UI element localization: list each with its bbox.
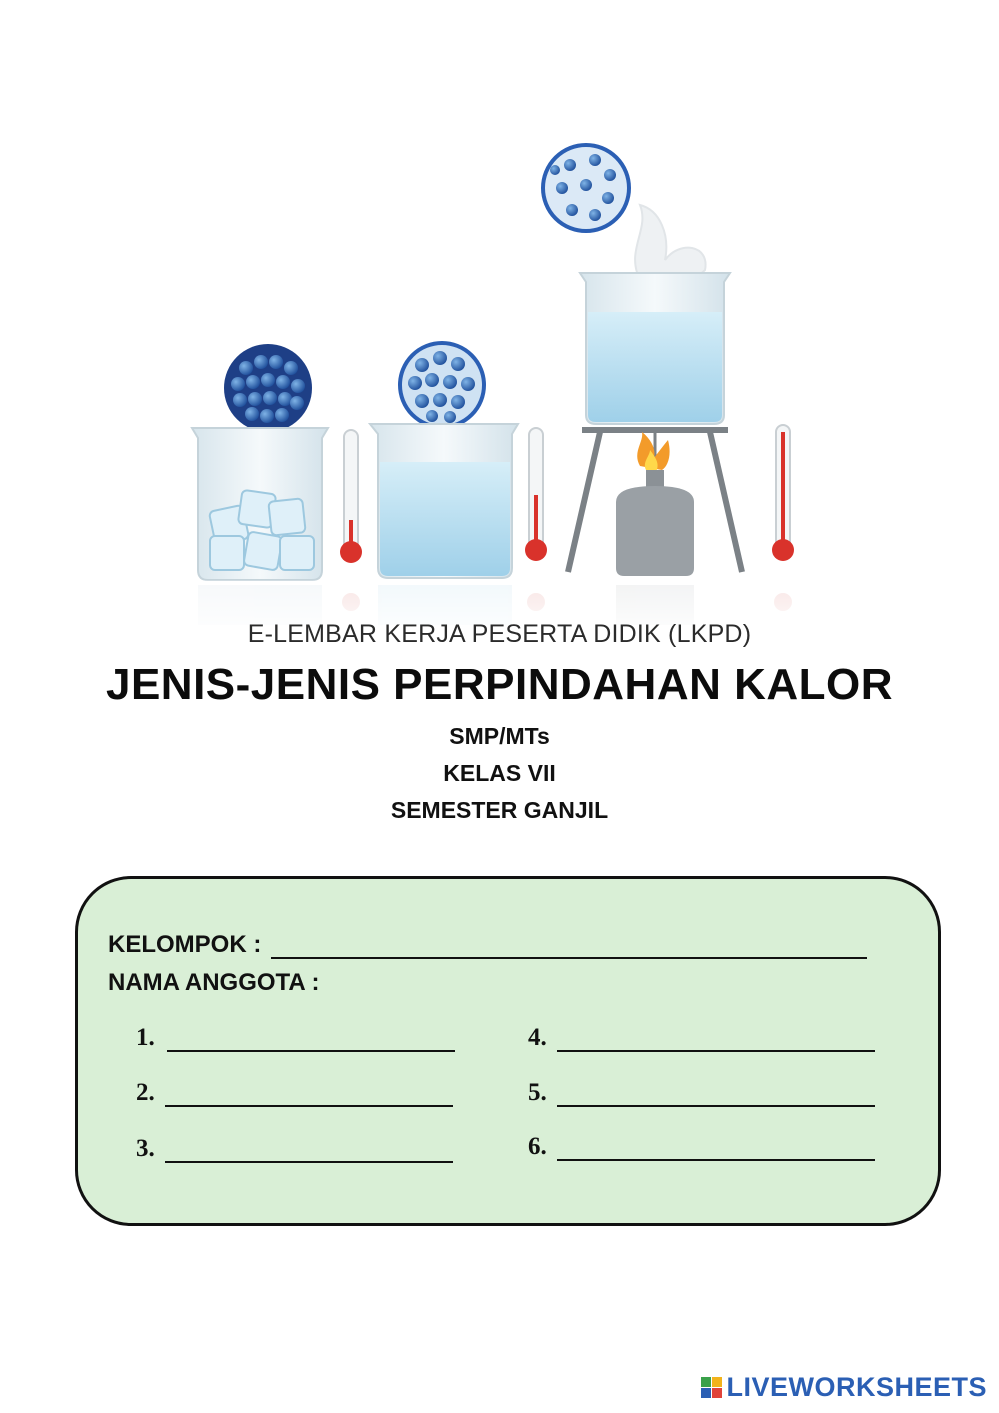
- member-number: 5.: [528, 1079, 547, 1106]
- member-field-1: [136, 1024, 455, 1052]
- gas-particles-icon: [543, 145, 629, 231]
- liquid-particles-icon: [400, 343, 484, 427]
- heat-transfer-illustration: [170, 140, 830, 640]
- member-field-5: [528, 1079, 875, 1107]
- ice-beaker-icon: [192, 428, 328, 580]
- document-subtitle: E-LEMBAR KERJA PESERTA DIDIK (LKPD): [247, 620, 752, 648]
- member-input-2[interactable]: [165, 1079, 453, 1107]
- member-number: 2.: [136, 1079, 155, 1106]
- class-level: KELAS VII: [443, 760, 556, 786]
- member-field-4: [528, 1024, 875, 1052]
- member-input-3[interactable]: [165, 1135, 453, 1163]
- member-field-2: [136, 1079, 453, 1107]
- semester: SEMESTER GANJIL: [390, 797, 609, 823]
- members-heading: [108, 969, 320, 997]
- liveworksheets-logo[interactable]: [701, 1372, 987, 1403]
- group-name-input[interactable]: [271, 931, 867, 959]
- member-input-6[interactable]: [557, 1133, 875, 1161]
- liveworksheets-logo-icon: [701, 1377, 722, 1398]
- member-input-4[interactable]: [557, 1024, 875, 1052]
- logo-text: LIVEWORKSHEETS: [726, 1372, 987, 1402]
- solid-particles-icon: [224, 344, 312, 432]
- thermometer-icon: [340, 430, 362, 563]
- member-field-3: [136, 1135, 453, 1163]
- member-number: 3.: [136, 1135, 155, 1162]
- thermometer-icon: [772, 425, 794, 561]
- member-field-6: [528, 1133, 875, 1161]
- group-label: KELOMPOK :: [108, 931, 262, 958]
- member-input-1[interactable]: [167, 1024, 455, 1052]
- members-label: NAMA ANGGOTA :: [108, 969, 320, 996]
- water-beaker-icon: [370, 424, 518, 578]
- group-field: [108, 931, 867, 959]
- thermometer-icon: [525, 428, 547, 561]
- group-form-box: [75, 876, 941, 1226]
- member-number: 1.: [136, 1024, 155, 1051]
- member-number: 4.: [528, 1024, 547, 1051]
- document-title: JENIS-JENIS PERPINDAHAN KALOR: [105, 660, 894, 709]
- boiling-beaker-icon: [580, 273, 730, 424]
- member-number: 6.: [528, 1133, 547, 1160]
- member-input-5[interactable]: [557, 1079, 875, 1107]
- school-level: SMP/MTs: [449, 723, 550, 749]
